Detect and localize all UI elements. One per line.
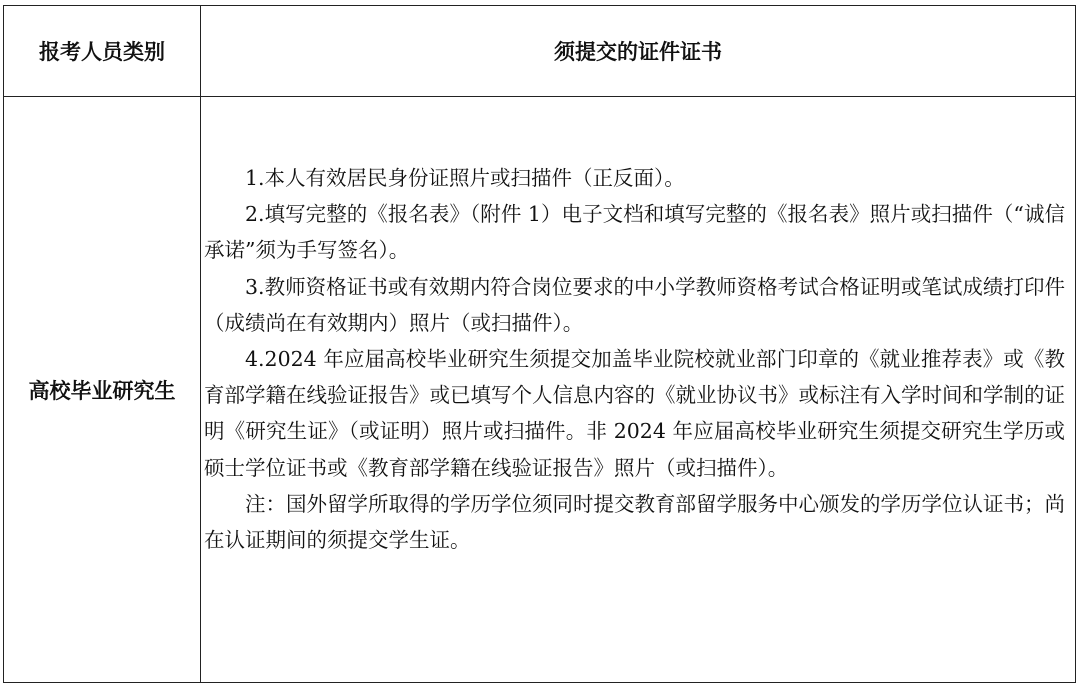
document-item: 2.填写完整的《报名表》（附件 1）电子文档和填写完整的《报名表》照片或扫描件（“诚信承诺”须为手写签名）。 (204, 202, 1065, 263)
header-category: 报考人员类别 (4, 6, 201, 97)
table-row (4, 97, 1076, 683)
header-row (4, 6, 1076, 97)
document-note: 注：国外留学所取得的学历学位须同时提交教育部留学服务中心颁发的学历学位认证书；尚在认证期间的须提交学生证。 (204, 491, 1065, 553)
document-item: 4.2024 年应届高校毕业研究生须提交加盖毕业院校就业部门印章的《就业推荐表》或《教育部学籍在线验证报告》或已填写个人信息内容的《就业协议书》或标注有入学时间和学制的证明《研究生证》（或证明）照片或扫描件。非 2024 年应届高校毕业研究生须提交研究生学历或硕士学位证书或《教育部学籍在线验证报告》照片（或扫描件）。 (204, 347, 1065, 480)
category-cell: 高校毕业研究生 (4, 97, 201, 683)
header-documents: 须提交的证件证书 (201, 6, 1076, 97)
requirements-table (3, 5, 1076, 683)
documents-cell (201, 97, 1076, 683)
document-item: 3.教师资格证书或有效期内符合岗位要求的中小学教师资格考试合格证明或笔试成绩打印件（成绩尚在有效期内）照片（或扫描件）。 (204, 274, 1065, 335)
document-item: 1.本人有效居民身份证照片或扫描件（正反面）。 (245, 166, 685, 190)
